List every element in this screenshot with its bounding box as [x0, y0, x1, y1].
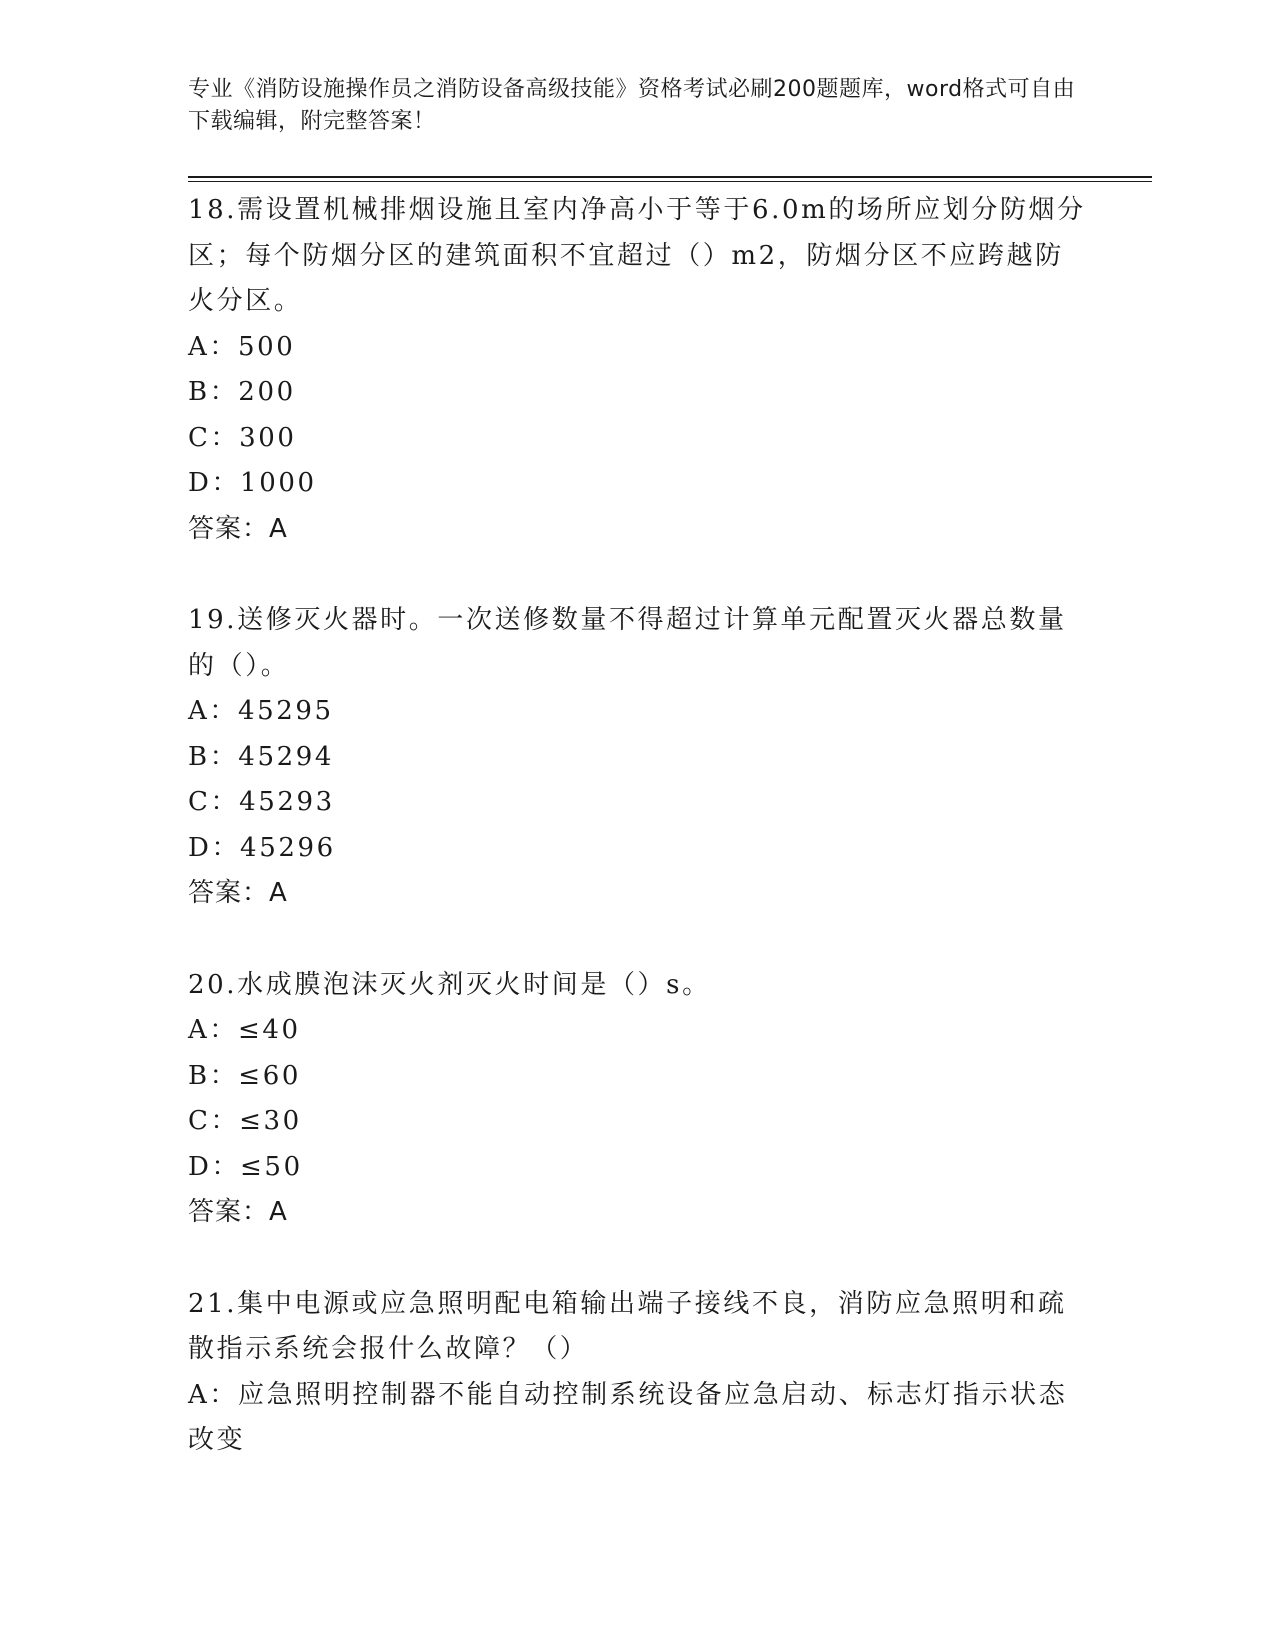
option-b: B：200	[188, 377, 296, 407]
header-rule-thick	[188, 176, 1152, 178]
option-a: A：≤40	[188, 1015, 301, 1045]
option-c: C：45293	[188, 787, 335, 817]
question-stem: 20.水成膜泡沫灭火剂灭火时间是（）s。	[188, 969, 711, 1000]
answer-line: 答案：A	[188, 1197, 288, 1227]
question-stem: 19.送修灭火器时。一次送修数量不得超过计算单元配置灭火器总数量的（）。	[188, 605, 1067, 681]
question-stem: 18.需设置机械排烟设施且室内净高小于等于6.0m的场所应划分防烟分区；每个防烟分区的建筑面积不宜超过（）m2，防烟分区不应跨越防火分区。	[188, 195, 1086, 316]
question-list	[188, 188, 1088, 1510]
question-stem: 21.集中电源或应急照明配电箱输出端子接线不良，消防应急照明和疏散指示系统会报什么故障？（）	[188, 1288, 1067, 1364]
option-c: C：300	[188, 422, 297, 453]
question-18	[188, 188, 1088, 552]
option-d: D：1000	[188, 468, 317, 498]
option-d: D：45296	[188, 832, 336, 863]
option-a: A：45295	[188, 696, 334, 726]
document-header: 专业《消防设施操作员之消防设备高级技能》资格考试必刷200题题库，word格式可自由下载编辑，附完整答案！	[188, 77, 1076, 134]
option-a: A：500	[188, 331, 296, 362]
header-rule-thin	[188, 181, 1152, 182]
option-d: D：≤50	[188, 1151, 303, 1182]
option-b: B：≤60	[188, 1060, 301, 1091]
answer-line: 答案：A	[188, 878, 288, 908]
option-c: C：≤30	[188, 1106, 302, 1136]
option-b: B：45294	[188, 741, 335, 772]
option-a: A：应急照明控制器不能自动控制系统设备应急启动、标志灯指示状态改变	[188, 1379, 1068, 1455]
answer-line: 答案：A	[188, 513, 288, 544]
question-20	[188, 963, 1088, 1236]
question-21	[188, 1282, 1088, 1464]
question-19	[188, 598, 1088, 917]
